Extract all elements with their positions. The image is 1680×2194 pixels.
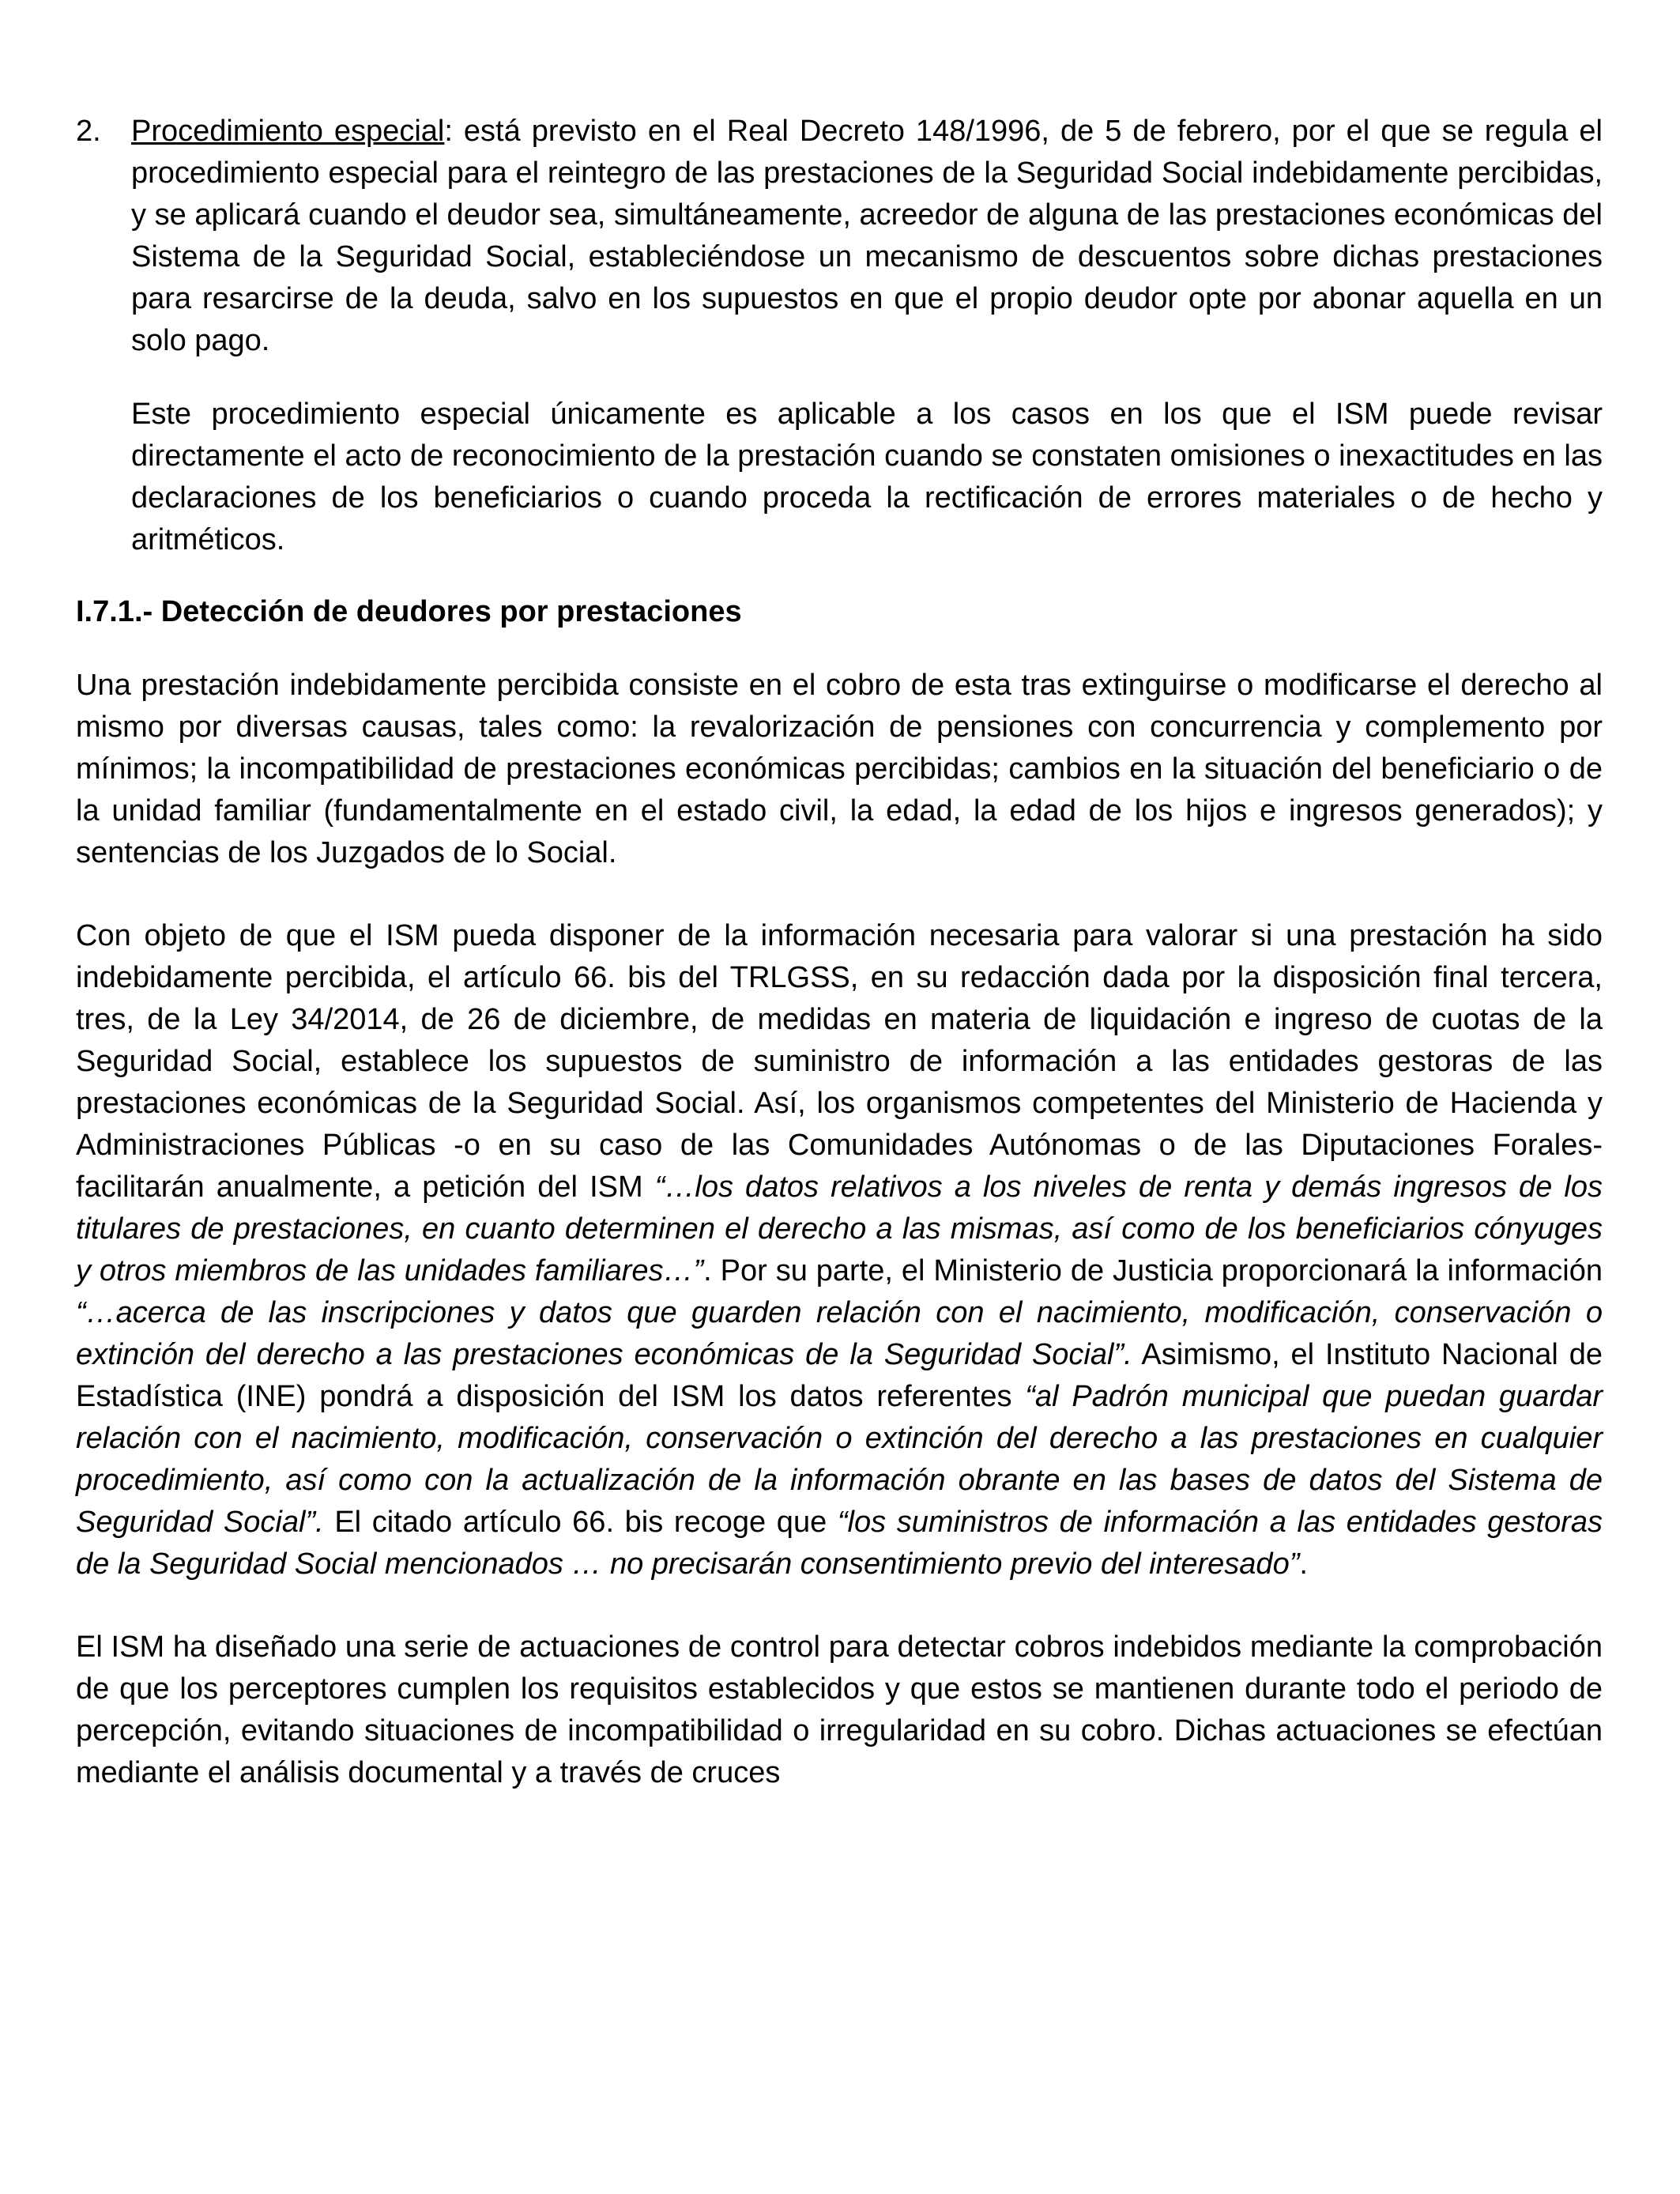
text-run: . xyxy=(1299,1547,1308,1581)
text-run: . Por su parte, el Ministerio de Justicia proporcionará la información xyxy=(703,1254,1603,1287)
list-item-subparagraph: Este procedimiento especial únicamente es aplicable a los casos en los que el ISM puede revisar directamente el acto de reconocimiento de la prestación cuando se constaten omisiones o inexactitudes en las declaraciones de los beneficiarios o cuando proceda la rectificación de errores materiales o de hecho y aritméticos. xyxy=(131,398,1603,556)
italic-quote: “…los datos relativos a los niveles de renta y demás ingresos de los titulares de prestaciones, en cuanto determinen el derecho a las mismas, así como de los beneficiarios cónyuges y otros miembros de las unidades familiares…” xyxy=(76,1171,1603,1287)
list-item-text: : está previsto en el Real Decreto 148/1996, de 5 de febrero, por el que se regula el procedimiento especial para el reintegro de las prestaciones de la Seguridad Social indebidamente percibidas, y se aplicará cuando el deudor sea, simultáneamente, acreedor de alguna de las prestaciones económicas del Sistema de la Seguridad Social, estableciéndose un mecanismo de descuentos sobre dichas prestaciones para resarcirse de la deuda, salvo en los supuestos en que el propio deudor opte por abonar aquella en un solo pago. xyxy=(131,115,1603,357)
list-item-2 xyxy=(76,111,1603,561)
paragraph-suministro-informacion xyxy=(76,915,1603,1585)
italic-quote: “…acerca de las inscripciones y datos que guarden relación con el nacimiento, modificación, conservación o extinción del derecho a las prestaciones económicas de la Seguridad Social”. xyxy=(76,1296,1603,1371)
text-run: Asimismo, el Instituto Nacional de Estadística (INE) pondrá a disposición del ISM los datos referentes xyxy=(76,1338,1603,1413)
text-run: Con objeto de que el ISM pueda disponer de la información necesaria para valorar si una prestación ha sido indebidamente percibida, el artículo 66. bis del TRLGSS, en su redacción dada por la disposición final tercera, tres, de la Ley 34/2014, de 26 de diciembre, de medidas en materia de liquidación e ingreso de cuotas de la Seguridad Social, establece los supuestos de suministro de información a las entidades gestoras de las prestaciones económicas de la Seguridad Social. Así, los organismos competentes del Ministerio de Hacienda y Administraciones Públicas -o en su caso de las Comunidades Autónomas o de las Diputaciones Forales- facilitarán anualmente, a petición del ISM xyxy=(76,919,1603,1204)
italic-quote: “al Padrón municipal que puedan guardar relación con el nacimiento, modificación, conservación o extinción del derecho a las prestaciones en cualquier procedimiento, así como con la actualización de la información obrante en las bases de datos del Sistema de Seguridad Social”. xyxy=(76,1380,1603,1539)
paragraph-actuaciones-control: El ISM ha diseñado una serie de actuaciones de control para detectar cobros indebidos mediante la comprobación de que los perceptores cumplen los requisitos establecidos y que estos se mantienen durante todo el periodo de percepción, evitando situaciones de incompatibilidad o irregularidad en su cobro. Dichas actuaciones se efectúan mediante el análisis documental y a través de cruces xyxy=(76,1630,1603,1789)
paragraph-prestacion-indebida: Una prestación indebidamente percibida consiste en el cobro de esta tras extinguirse o modificarse el derecho al mismo por diversas causas, tales como: la revalorización de pensiones con concurrencia y complemento por mínimos; la incompatibilidad de prestaciones económicas percibidas; cambios en la situación del beneficiario o de la unidad familiar (fundamentalmente en el estado civil, la edad, la edad de los hijos e ingresos generados); y sentencias de los Juzgados de lo Social. xyxy=(76,669,1603,869)
italic-quote: “los suministros de información a las entidades gestoras de la Seguridad Social mencionados … no precisarán consentimiento previo del interesado” xyxy=(76,1506,1603,1581)
document-page xyxy=(76,111,1603,1794)
section-heading: I.7.1.- Detección de deudores por prestaciones xyxy=(76,595,742,628)
list-number: 2. xyxy=(76,115,101,148)
text-run: El citado artículo 66. bis recoge que xyxy=(323,1506,838,1539)
list-item-paragraph xyxy=(131,111,1603,362)
underlined-term: Procedimiento especial xyxy=(131,115,445,148)
